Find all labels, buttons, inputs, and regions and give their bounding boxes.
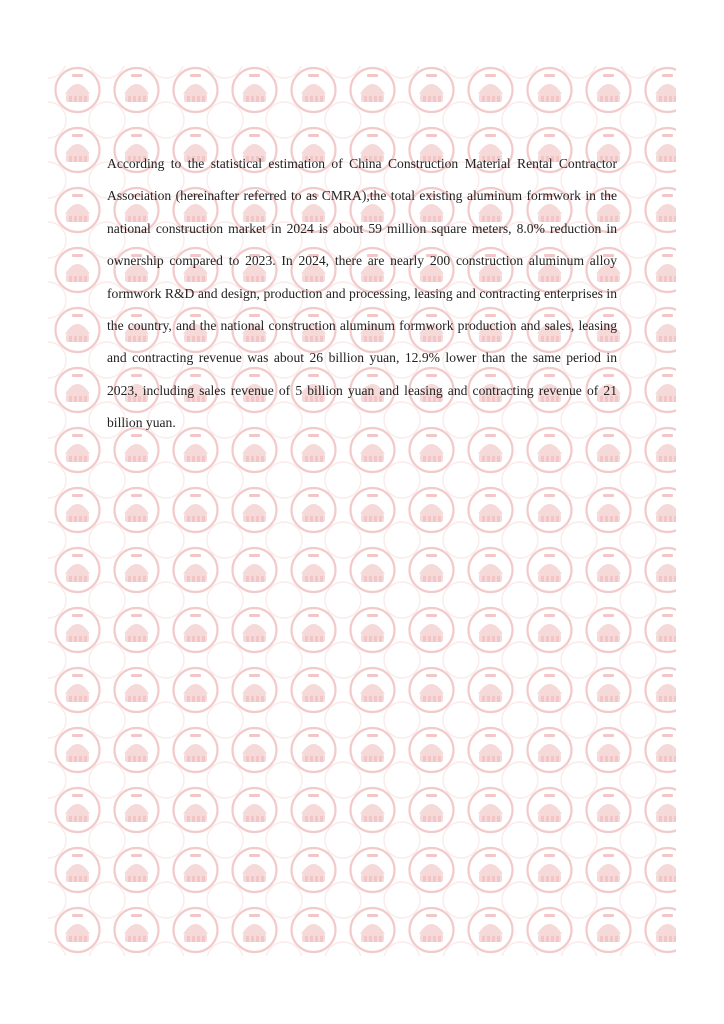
document-body (107, 148, 617, 440)
body-paragraph: According to the statistical estimation of China Construction Material Rental Contractor Association (hereinafter referred to as CMRA),the total existing aluminum formwork in the national construction market in 2024 is about 59 million square meters, 8.0% reduction in ownership compared to 2023. In 2024, there are nearly 200 construction aluminum alloy formwork R&D and design, production and processing, leasing and contracting enterprises in the country, and the national construction aluminum formwork production and sales, leasing and contracting revenue was about 26 billion yuan, 12.9% lower than the same period in 2023, including sales revenue of 5 billion yuan and leasing and contracting revenue of 21 billion yuan. (107, 156, 617, 431)
